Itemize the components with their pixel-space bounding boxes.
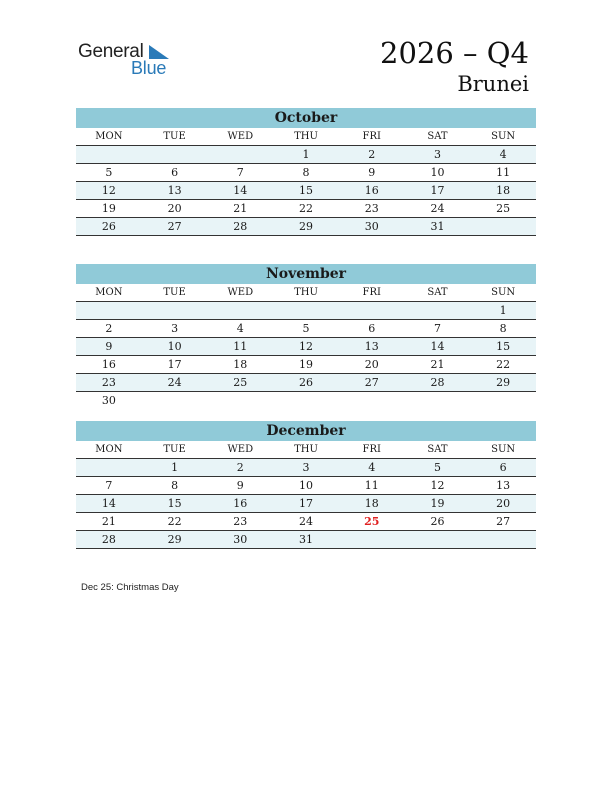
day-cell: 9	[236, 479, 244, 492]
day-cell: 31	[430, 220, 445, 233]
day-cell: 10	[430, 166, 445, 179]
day-cell: 20	[167, 202, 182, 215]
week-row	[76, 218, 536, 236]
weekday-label: FRI	[362, 444, 381, 455]
logo-blue-text: Blue	[131, 58, 167, 78]
day-cell: 5	[433, 461, 441, 474]
day-cell: 7	[105, 479, 113, 492]
day-cell	[470, 531, 536, 548]
day-cell: 18	[496, 184, 511, 197]
day-cell: 9	[105, 340, 113, 353]
day-cell: 29	[299, 220, 314, 233]
day-cell: 12	[101, 184, 116, 197]
day-cell	[207, 392, 273, 409]
day-cell: 9	[368, 166, 376, 179]
weekday-header-row	[76, 441, 536, 459]
day-cell: 17	[430, 184, 445, 197]
week-row	[76, 513, 536, 531]
month-december	[76, 421, 536, 549]
day-cell: 15	[496, 340, 511, 353]
day-cell	[142, 392, 208, 409]
day-cell: 7	[236, 166, 244, 179]
day-cell: 25	[496, 202, 511, 215]
week-row	[76, 374, 536, 392]
day-cell: 23	[101, 376, 116, 389]
weekday-label: THU	[294, 131, 318, 142]
day-cell: 27	[496, 515, 511, 528]
weekday-label: SUN	[491, 131, 516, 142]
day-cell	[273, 392, 339, 409]
week-row	[76, 356, 536, 374]
day-cell: 4	[236, 322, 244, 335]
day-cell	[339, 531, 405, 548]
day-cell: 4	[368, 461, 376, 474]
day-cell: 20	[364, 358, 379, 371]
weekday-label: SAT	[427, 131, 448, 142]
day-cell	[273, 302, 339, 319]
day-cell: 25	[233, 376, 248, 389]
day-cell: 21	[430, 358, 445, 371]
weekday-label: SAT	[427, 287, 448, 298]
weekday-label: MON	[95, 444, 123, 455]
day-cell: 21	[233, 202, 248, 215]
weekday-label: WED	[227, 444, 254, 455]
page-title: 2026 – Q4	[380, 36, 529, 70]
day-cell	[142, 146, 208, 163]
weekday-label: WED	[227, 287, 254, 298]
week-row	[76, 531, 536, 549]
week-row	[76, 182, 536, 200]
holiday-notes	[81, 582, 179, 593]
day-cell	[405, 392, 471, 409]
day-cell	[76, 302, 142, 319]
day-cell: 28	[233, 220, 248, 233]
day-cell: 6	[368, 322, 376, 335]
day-cell: 13	[167, 184, 182, 197]
day-cell: 23	[364, 202, 379, 215]
week-row	[76, 302, 536, 320]
day-cell: 8	[302, 166, 310, 179]
day-cell: 14	[101, 497, 116, 510]
weekday-label: THU	[294, 444, 318, 455]
day-cell: 13	[364, 340, 379, 353]
day-cell: 19	[101, 202, 116, 215]
day-cell	[76, 459, 142, 476]
day-cell: 16	[364, 184, 379, 197]
day-cell: 30	[101, 394, 116, 407]
weekday-label: SAT	[427, 444, 448, 455]
day-cell: 1	[499, 304, 507, 317]
day-cell: 12	[299, 340, 314, 353]
day-cell	[339, 392, 405, 409]
day-cell: 15	[167, 497, 182, 510]
weekday-label: TUE	[163, 131, 186, 142]
day-cell: 10	[299, 479, 314, 492]
day-cell: 28	[101, 533, 116, 546]
day-cell: 31	[299, 533, 314, 546]
day-cell: 10	[167, 340, 182, 353]
day-cell: 3	[302, 461, 310, 474]
week-row	[76, 392, 536, 409]
day-cell	[470, 218, 536, 235]
day-cell: 24	[430, 202, 445, 215]
day-cell: 22	[299, 202, 314, 215]
day-cell: 26	[430, 515, 445, 528]
weekday-label: TUE	[163, 444, 186, 455]
day-cell: 5	[302, 322, 310, 335]
day-cell	[405, 302, 471, 319]
day-cell: 6	[171, 166, 179, 179]
weekday-header-row	[76, 128, 536, 146]
day-cell: 30	[364, 220, 379, 233]
day-cell: 14	[233, 184, 248, 197]
week-row	[76, 338, 536, 356]
day-cell: 22	[167, 515, 182, 528]
week-row	[76, 477, 536, 495]
day-cell	[207, 302, 273, 319]
day-cell: 1	[171, 461, 179, 474]
day-cell: 2	[368, 148, 376, 161]
day-cell: 17	[299, 497, 314, 510]
day-cell: 7	[433, 322, 441, 335]
day-cell: 20	[496, 497, 511, 510]
day-cell: 5	[105, 166, 113, 179]
logo	[78, 41, 178, 79]
day-cell: 11	[496, 166, 511, 179]
month-november	[76, 264, 536, 409]
holiday-day-cell: 25	[364, 515, 380, 528]
day-cell: 26	[101, 220, 116, 233]
day-cell: 1	[302, 148, 310, 161]
day-cell: 3	[433, 148, 441, 161]
day-cell: 30	[233, 533, 248, 546]
month-october	[76, 108, 536, 236]
day-cell: 21	[101, 515, 116, 528]
week-row	[76, 459, 536, 477]
weekday-header-row	[76, 284, 536, 302]
day-cell: 11	[364, 479, 379, 492]
day-cell: 19	[430, 497, 445, 510]
day-cell: 18	[233, 358, 248, 371]
week-row	[76, 200, 536, 218]
week-row	[76, 495, 536, 513]
weekday-label: MON	[95, 287, 123, 298]
month-title: December	[76, 421, 536, 441]
day-cell: 22	[496, 358, 511, 371]
weekday-label: FRI	[362, 287, 381, 298]
day-cell: 19	[299, 358, 314, 371]
day-cell: 11	[233, 340, 248, 353]
week-row	[76, 320, 536, 338]
day-cell: 15	[299, 184, 314, 197]
day-cell	[76, 146, 142, 163]
week-row	[76, 164, 536, 182]
day-cell: 8	[499, 322, 507, 335]
day-cell: 29	[167, 533, 182, 546]
day-cell: 18	[364, 497, 379, 510]
day-cell: 4	[499, 148, 507, 161]
logo-general-text: General	[78, 41, 144, 62]
day-cell: 6	[499, 461, 507, 474]
holiday-note: Dec 25: Christmas Day	[81, 582, 179, 593]
day-cell: 12	[430, 479, 445, 492]
day-cell: 27	[364, 376, 379, 389]
day-cell: 14	[430, 340, 445, 353]
weekday-label: SUN	[491, 287, 516, 298]
day-cell: 13	[496, 479, 511, 492]
day-cell: 24	[167, 376, 182, 389]
day-cell	[405, 531, 471, 548]
day-cell: 28	[430, 376, 445, 389]
day-cell: 2	[105, 322, 113, 335]
month-title: November	[76, 264, 536, 284]
weekday-label: FRI	[362, 131, 381, 142]
day-cell	[339, 302, 405, 319]
day-cell: 16	[233, 497, 248, 510]
day-cell: 29	[496, 376, 511, 389]
country-name: Brunei	[457, 72, 529, 96]
weekday-label: THU	[294, 287, 318, 298]
weekday-label: MON	[95, 131, 123, 142]
day-cell	[207, 146, 273, 163]
day-cell: 16	[101, 358, 116, 371]
weekday-label: TUE	[163, 287, 186, 298]
day-cell: 26	[299, 376, 314, 389]
day-cell: 2	[236, 461, 244, 474]
day-cell: 17	[167, 358, 182, 371]
month-title: October	[76, 108, 536, 128]
day-cell: 8	[171, 479, 179, 492]
day-cell: 3	[171, 322, 179, 335]
day-cell: 23	[233, 515, 248, 528]
weekday-label: SUN	[491, 444, 516, 455]
week-row	[76, 146, 536, 164]
weekday-label: WED	[227, 131, 254, 142]
day-cell: 24	[299, 515, 314, 528]
day-cell	[470, 392, 536, 409]
day-cell	[142, 302, 208, 319]
day-cell: 27	[167, 220, 182, 233]
